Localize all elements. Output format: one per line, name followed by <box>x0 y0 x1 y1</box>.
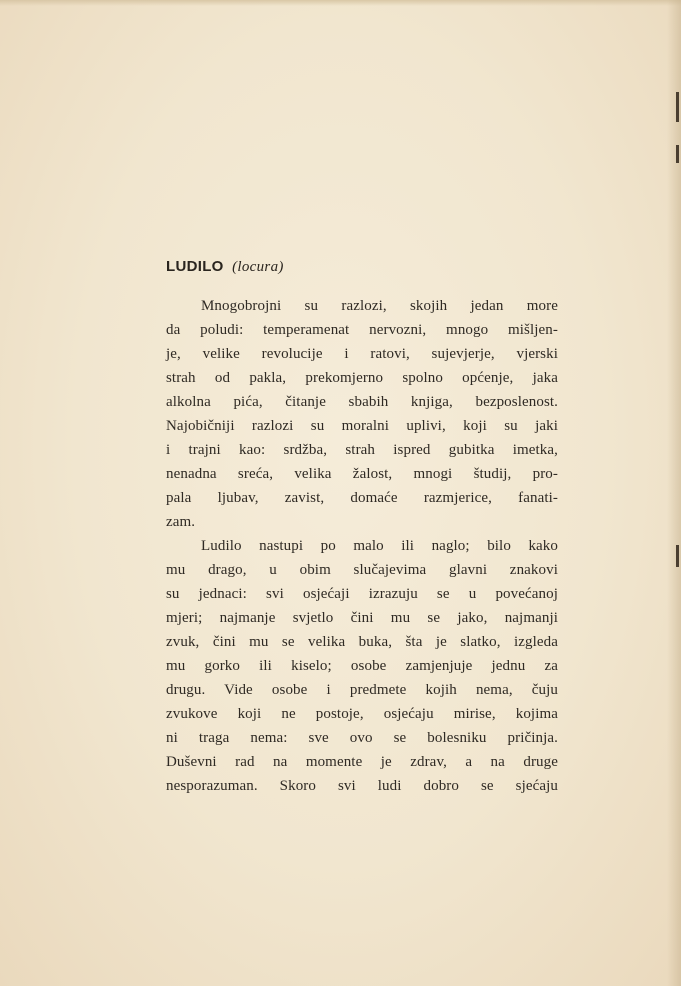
chapter-title: LUDILO <box>166 258 224 275</box>
chapter-subtitle: (locura) <box>232 259 284 275</box>
text-line: su jednaci: svi osjećaji izrazuju se u povećanoj <box>166 586 558 602</box>
text-line: alkolna pića, čitanje sbabih knjiga, bezposlenost. <box>166 394 558 410</box>
text-line: Duševni rad na momente je zdrav, a na druge <box>166 754 558 770</box>
text-line: strah od pakla, prekomjerno spolno općenje, jaka <box>166 370 558 386</box>
page-top-edge <box>0 0 681 6</box>
text-line: mu drago, u obim slučajevima glavni znakovi <box>166 562 558 578</box>
binding-mark <box>676 145 679 163</box>
binding-mark <box>676 92 679 122</box>
text-line: Ludilo nastupi po malo ili naglo; bilo kako <box>201 538 558 554</box>
text-line: Najobičniji razlozi su moralni uplivi, koji su jaki <box>166 418 558 434</box>
text-line: je, velike revolucije i ratovi, sujevjerje, vjerski <box>166 346 558 362</box>
text-line: Mnogobrojni su razlozi, skojih jedan more <box>201 298 558 314</box>
text-line: zvukove koji ne postoje, osjećaju mirise, kojima <box>166 706 558 722</box>
text-line: mu gorko ili kiselo; osobe zamjenjuje jednu za <box>166 658 558 674</box>
text-line: i trajni kao: srdžba, strah ispred gubitka imetka, <box>166 442 558 458</box>
text-line: ni traga nema: sve ovo se bolesniku pričinja. <box>166 730 558 746</box>
text-line: pala ljubav, zavist, domaće razmjerice, fanati- <box>166 490 558 506</box>
text-line: da poludi: temperamenat nervozni, mnogo mišljen- <box>166 322 558 338</box>
text-line: nesporazuman. Skoro svi ludi dobro se sjećaju <box>166 778 558 794</box>
text-line: zam. <box>166 514 196 530</box>
text-line: drugu. Vide osobe i predmete kojih nema, čuju <box>166 682 558 698</box>
binding-mark <box>676 545 679 567</box>
text-line: nenadna sreća, velika žalost, mnogi študij, pro- <box>166 466 558 482</box>
text-line: zvuk, čini mu se velika buka, šta je slatko, izgleda <box>166 634 558 650</box>
text-line: mjeri; najmanje svjetlo čini mu se jako, najmanji <box>166 610 558 626</box>
chapter-heading <box>166 258 284 276</box>
